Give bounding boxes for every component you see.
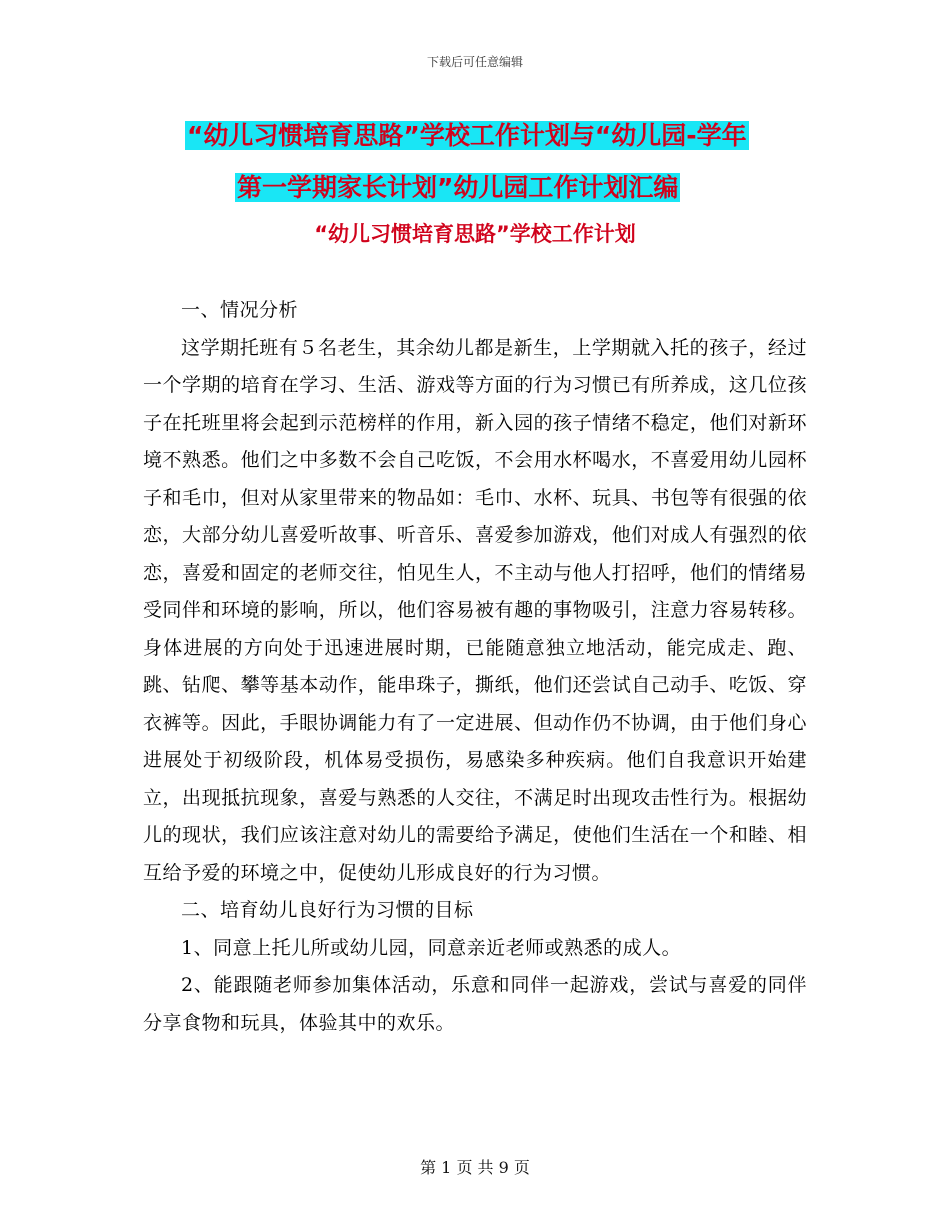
paragraph-situation-analysis: 这学期托班有５名老生，其余幼儿都是新生，上学期就入托的孩子，经过一个学期的培育在学习、生活、游戏等方面的行为习惯已有所养成，这几位孩子在托班里将会起到示范榜样的作用，新入园的孩子情绪不稳定，他们对新环境不熟悉。他们之中多数不会自己吃饭，不会用水杯喝水，不喜爱用幼儿园杯子和毛巾，但对从家里带来的物品如：毛巾、水杯、玩具、书包等有很强的依恋，大部分幼儿喜爱听故事、听音乐、喜爱参加游戏，他们对成人有强烈的依恋，喜爱和固定的老师交往，怕见生人，不主动与他人打招呼，他们的情绪易受同伴和环境的影响，所以，他们容易被有趣的事物吸引，注意力容易转移。身体进展的方向处于迅速进展时期，已能随意独立地活动，能完成走、跑、跳、钻爬、攀等基本动作，能串珠子，撕纸，他们还尝试自己动手、吃饭、穿衣裤等。因此，手眼协调能力有了一定进展、但动作仍不协调，由于他们身心进展处于初级阶段，机体易受损伤，易感染多种疾病。他们自我意识开始建立，出现抵抗现象，喜爱与熟悉的人交往，不满足时出现攻击性行为。根据幼儿的现状，我们应该注意对幼儿的需要给予满足，使他们生活在一个和睦、相互给予爱的环境之中，促使幼儿形成良好的行为习惯。 bbox=[143, 336, 807, 884]
section-title: “幼儿习惯培育思路”学校工作计划 bbox=[314, 222, 636, 246]
document-title-line-2-wrap bbox=[185, 162, 825, 214]
page-header-note: 下载后可任意编辑 bbox=[426, 55, 523, 69]
section-heading-2: 二、培育幼儿良好行为习惯的目标 bbox=[181, 899, 474, 921]
section-heading-1: 一、情况分析 bbox=[181, 299, 299, 321]
document-title bbox=[185, 110, 825, 214]
list-item-1: 1、同意上托儿所或幼儿园，同意亲近老师或熟悉的成人。 bbox=[181, 936, 682, 959]
page-number-footer: 第 1 页 共 9 页 bbox=[420, 1158, 530, 1177]
list-item-2: 2、能跟随老师参加集体活动，乐意和同伴一起游戏，尝试与喜爱的同伴分享食物和玩具，体验其中的欢乐。 bbox=[143, 974, 807, 1034]
document-body bbox=[143, 292, 807, 1042]
document-title-line-1: “幼儿习惯培育思路”学校工作计划与“幼儿园-学年 bbox=[187, 121, 747, 150]
document-title-line-2: 第一学期家长计划”幼儿园工作计划汇编 bbox=[237, 173, 679, 202]
